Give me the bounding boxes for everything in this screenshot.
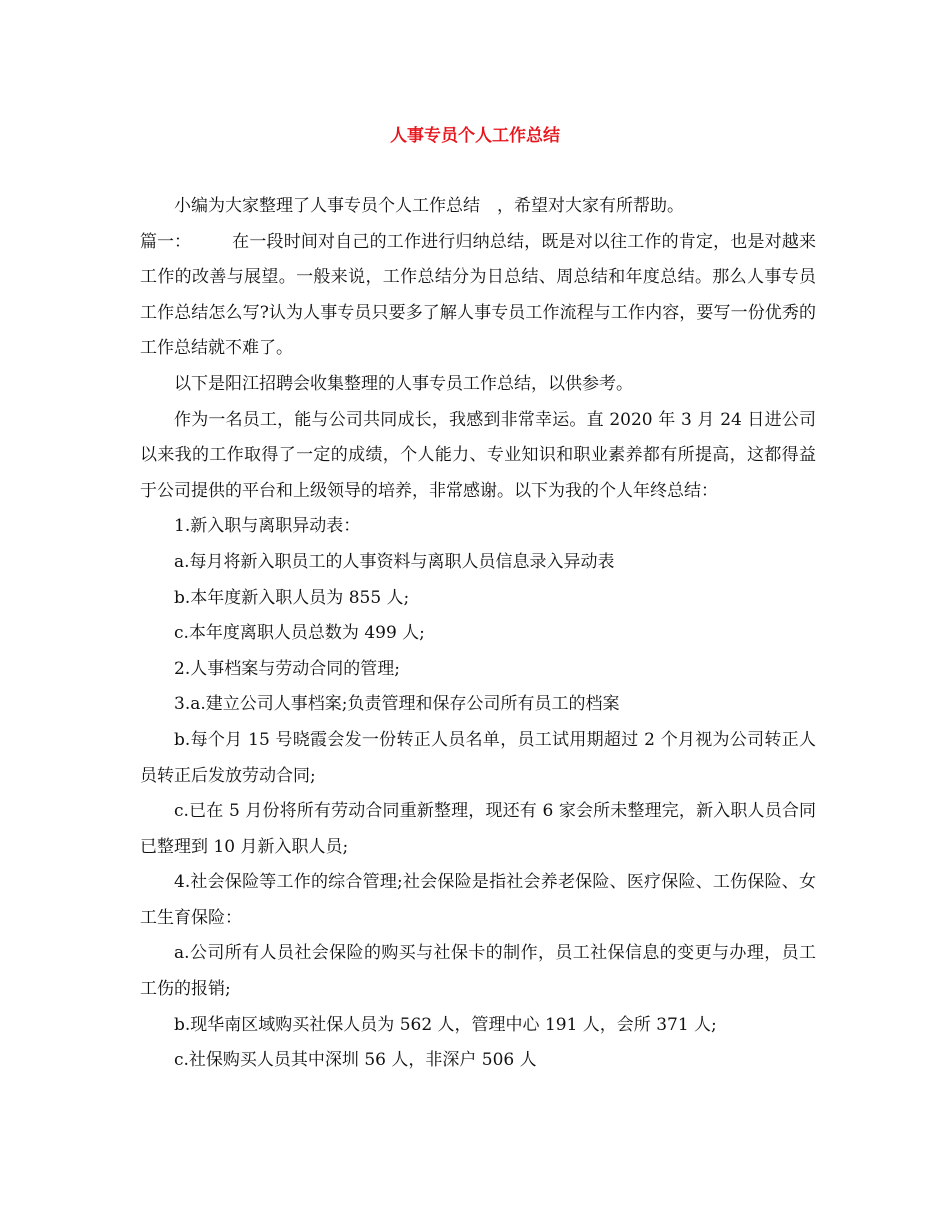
list-item: a.公司所有人员社会保险的购买与社保卡的制作，员工社保信息的变更与办理，员工工伤的报销;	[140, 943, 816, 1000]
list-item: 2.人事档案与劳动合同的管理;	[174, 658, 400, 679]
intro-paragraph: 小编为大家整理了人事专员个人工作总结 ，希望对大家有所帮助。	[174, 196, 684, 216]
list-item: 3.a.建立公司人事档案;负责管理和保存公司所有员工的档案	[174, 694, 620, 715]
section-paragraph	[140, 225, 816, 367]
paragraph-text: 在一段时间对自己的工作进行归纳总结，既是对以往工作的肯定，也是对越来工作的改善与展望。一般来说，工作总结分为日总结、周总结和年度总结。那么人事专员工作总结怎么写?认为人事专员只要多了解人事专员工作流程与工作内容，要写一份优秀的工作总结就不难了。	[140, 231, 816, 359]
list-item: 4.社会保险等工作的综合管理;社会保险是指社会养老保险、医疗保险、工伤保险、女工生育保险：	[140, 872, 816, 928]
document-title: 人事专员个人工作总结	[390, 126, 560, 146]
list-item: b.现华南区域购买社保人员为 562 人，管理中心 191 人，会所 371 人;	[174, 1014, 717, 1035]
list-item: c.本年度离职人员总数为 499 人;	[174, 623, 425, 644]
list-item: b.每个月 15 号晓霞会发一份转正人员名单，员工试用期超过 2 个月视为公司转正人员转正后发放劳动合同;	[140, 729, 816, 786]
list-item: b.本年度新入职人员为 855 人;	[174, 587, 410, 608]
paragraph: 以下是阳江招聘会收集整理的人事专员工作总结，以供参考。	[174, 373, 633, 394]
paragraph: 作为一名员工，能与公司共同成长，我感到非常幸运。直 2020 年 3 月 24 日进公司以来我的工作取得了一定的成绩，个人能力、专业知识和职业素养都有所提高，这都得益于公司提供的平台和上级领导的培养，非常感谢。以下为我的个人年终总结：	[140, 409, 816, 501]
list-item: c.社保购买人员其中深圳 56 人，非深户 506 人	[174, 1050, 537, 1071]
list-item: c.已在 5 月份将所有劳动合同重新整理，现还有 6 家会所未整理完，新入职人员合同已整理到 10 月新入职人员;	[140, 801, 816, 857]
document-body	[140, 189, 816, 1079]
list-item: a.每月将新入职员工的人事资料与离职人员信息录入异动表	[174, 551, 615, 572]
section-label: 篇一：	[140, 231, 191, 252]
list-item: 1.新入职与离职异动表：	[174, 516, 361, 537]
